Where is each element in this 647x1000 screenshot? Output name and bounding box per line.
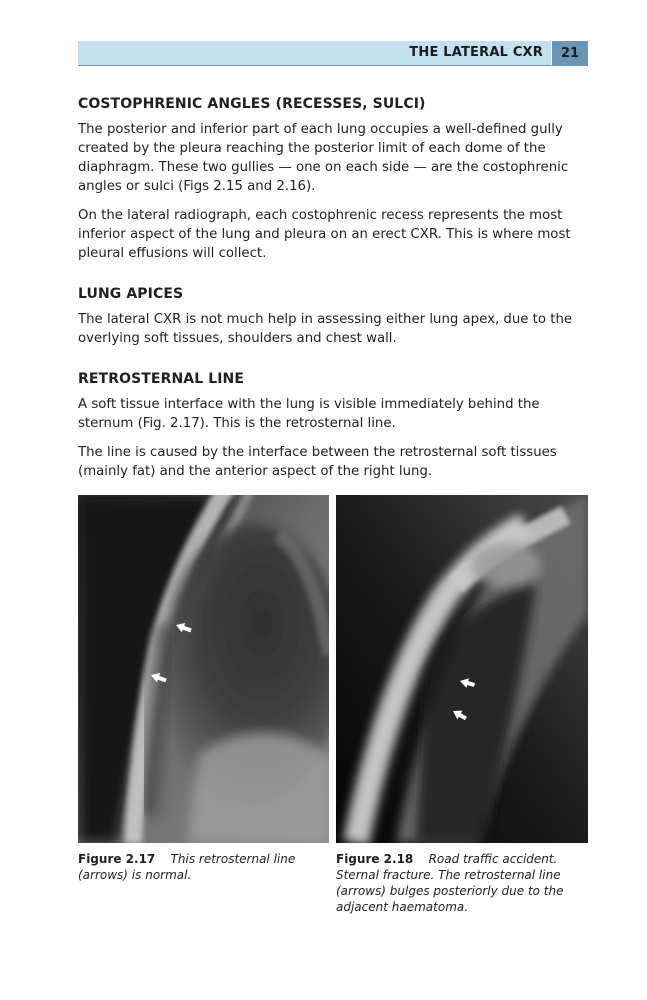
xray-image-fracture [336,495,588,843]
page-number-box [552,41,588,65]
header-rule [78,65,588,66]
figure-caption-text: This retrosternal line (arrows) is normal. [78,852,296,882]
section-heading-lung-apices: LUNG APICES [78,286,184,302]
section-heading-costophrenic: COSTOPHRENIC ANGLES (RECESSES, SULCI) [78,96,426,112]
figure-2-17-caption [78,851,313,883]
paragraph-retrosternal-2: The line is caused by the interface between the retrosternal soft tissues (mainly fat) and the anterior aspect of the right lung. [78,445,557,479]
paragraph-retrosternal-1: A soft tissue interface with the lung is visible immediately behind the sternum (Fig. 2.17). This is the retrosternal line. [78,397,540,431]
xray-image-normal [78,495,329,843]
page-number: 21 [560,45,580,61]
paragraph-costophrenic-2: On the lateral radiograph, each costophrenic recess represents the most inferior aspect of the lung and pleura on an erect CXR. This is where most pleural effusions will collect. [78,208,571,261]
figure-2-18-radiograph [336,495,588,843]
running-header-title: THE LATERAL CXR [409,45,543,60]
figure-label: Figure 2.17 [78,852,156,866]
figure-2-18-caption [336,851,588,915]
running-header [78,41,551,65]
page-content [78,96,588,481]
figure-label: Figure 2.18 [336,852,414,866]
figure-2-17-radiograph [78,495,329,843]
paragraph-costophrenic-1: The posterior and inferior part of each lung occupies a well-defined gully created by the pleura reaching the posterior limit of each dome of the diaphragm. These two gullies — one on each side — are the costophrenic angles or sulci (Figs 2.15 and 2.16). [78,122,569,194]
section-heading-retrosternal: RETROSTERNAL LINE [78,371,245,387]
paragraph-lung-apices-1: The lateral CXR is not much help in assessing either lung apex, due to the overlying soft tissues, shoulders and chest wall. [78,312,573,346]
figure-caption-text: Road traffic accident. Sternal fracture. The retrosternal line (arrows) bulges posteriorly due to the adjacent haematoma. [336,852,564,914]
